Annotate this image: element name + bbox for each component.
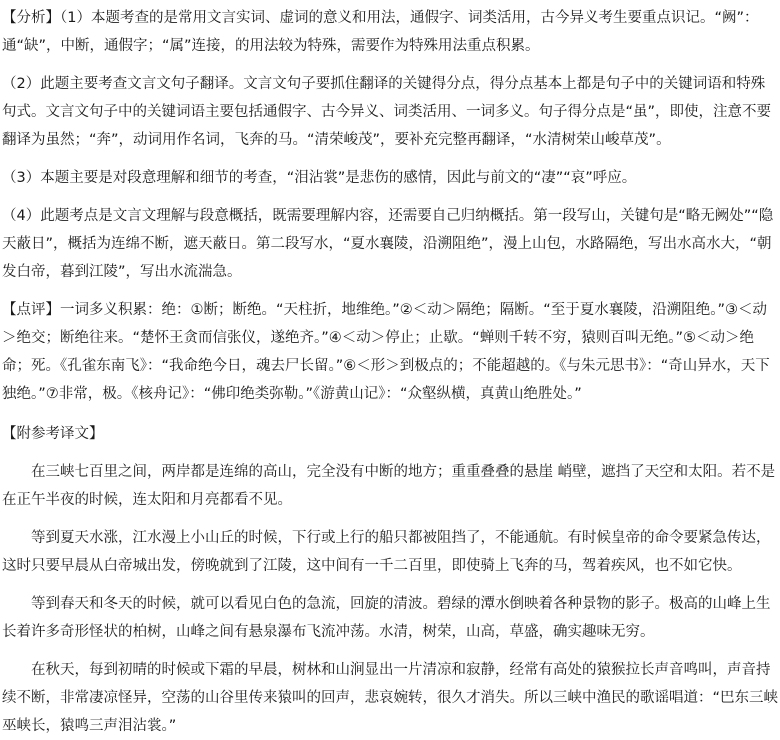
analysis-paragraph-3: （3）本题主要是对段意理解和细节的考查，“泪沾裳”是悲伤的感情，因此与前文的“凄”“哀”呼应。 [2,170,637,186]
translation-paragraph-4: 在秋天，每到初晴的时候或下霜的早晨，树林和山涧显出一片清凉和寂静，经常有高处的猿猴拉长声音鸣叫，声音持续不断，非常凄凉怪异，空荡的山谷里传来猿叫的回声，悲哀婉转，很久才消失。所以三峡中渔民的歌谣唱道：“巴东三峡巫峡长，猿鸣三声泪沾裳。” [2,662,779,734]
translation-paragraph-3: 等到春天和冬天的时候，就可以看见白色的急流，回旋的清波。碧绿的潭水倒映着各种景物的影子。极高的山峰上生长着许多奇形怪状的柏树，山峰之间有悬泉瀑布飞流冲荡。水清，树荣，山高，草盛，确实趣味无穷。 [2,596,771,640]
comment-paragraph: 【点评】一词多义积累：绝：①断；断绝。“天柱折，地维绝。”②＜动＞隔绝；隔断。“至于夏水襄陵，沿溯阻绝。”③＜动＞绝交；断绝往来。“楚怀王贪而信张仪，遂绝齐。”④＜动＞停止；止歇。“蝉则千转不穷，猿则百叫无绝。”⑤＜动＞绝命；死。《孔雀东南飞》：“我命绝今日，魂去尸长留。”⑥＜形＞到极点的；不能超越的。《与朱元思书》：“奇山异水，天下独绝。”⑦非常，极。《核舟记》：“佛印绝类弥勒。”《游黄山记》：“众壑纵横，真黄山绝胜处。” [2,302,770,402]
translation-paragraph-1: 在三峡七百里之间，两岸都是连绵的高山，完全没有中断的地方；重重叠叠的悬崖 峭壁，遮挡了天空和太阳。若不是在正午半夜的时候，连太阳和月亮都看不见。 [2,464,776,508]
translation-heading: 【附参考译文】 [2,426,104,442]
content-body [2,4,778,740]
analysis-paragraph-2: （2）此题主要考查文言文句子翻译。文言文句子要抓住翻译的关键得分点，得分点基本上都是句子中的关键词语和特殊句式。文言文句子中的关键词语主要包括通假字、古今异义、词类活用、一词多义。句子得分点是“虽”，即使，注意不要翻译为虽然；“奔”，动词用作名词，飞奔的马。“清荣峻茂”，要补充完整再翻译，“水清树荣山峻草茂”。 [2,76,772,148]
analysis-paragraph-1: 【分析】（1）本题考查的是常用文言实词、虚词的意义和用法，通假字、词类活用，古今异义考生要重点识记。“阙”：通“缺”，中断，通假字；“属”连接，的用法较为特殊，需要作为特殊用法重点积累。 [2,10,759,54]
analysis-paragraph-4: （4）此题考点是文言文理解与段意概括，既需要理解内容，还需要自己归纳概括。第一段写山，关键句是“略无阙处”“隐天蔽日”，概括为连绵不断，遮天蔽日。第二段写水，“夏水襄陵，沿溯阻绝”，漫上山包，水路隔绝，写出水高水大，“朝发白帝，暮到江陵”，写出水流湍急。 [2,208,774,280]
translation-paragraph-2: 等到夏天水涨，江水漫上小山丘的时候，下行或上行的船只都被阻挡了，不能通航。有时候皇帝的命令要紧急传达，这时只要早晨从白帝城出发，傍晚就到了江陵，这中间有一千二百里，即使骑上飞奔的马，驾着疾风，也不如它快。 [2,530,771,574]
